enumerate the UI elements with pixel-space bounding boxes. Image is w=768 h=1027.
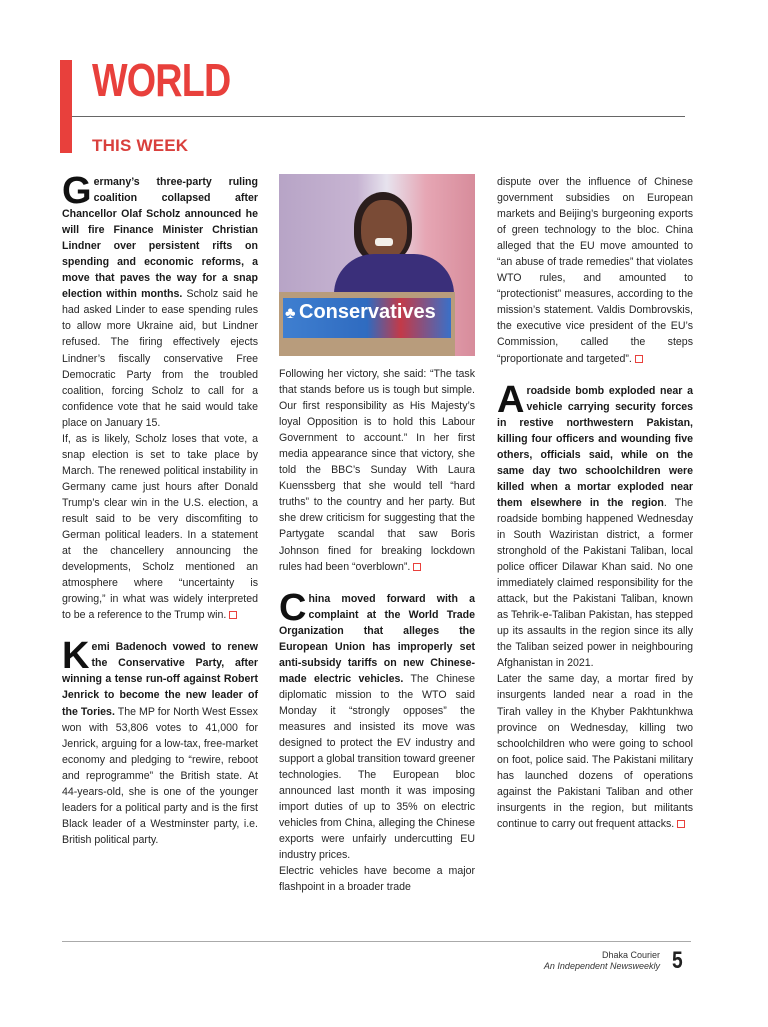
section-accent-bar [60, 60, 72, 153]
conservative-tree-logo-icon: ♣ [285, 305, 296, 322]
column-3 [497, 174, 693, 832]
article-body: Electric vehicles have become a major flashpoint in a broader trade [279, 865, 475, 894]
article-body: Later the same day, a mortar fired by insurgents landed near a road in the Tirah valley in the Khyber Pakhtunkhwa province on Wednesday, killing two schoolchildren who were going to school on foot, police said. The Pakistani military has launched dozens of operations against the Pakistani Taliban and other insurgents in the region, but militants continue to carry out frequent attacks. [497, 673, 693, 830]
dropcap: C [279, 586, 307, 629]
dropcap: A [497, 378, 525, 421]
article-pakistan [497, 378, 694, 832]
article-body: Scholz said he had asked Linder to ease spending rules to allow more Ukraine aid, but Lindner refused. The firing effectively ejects Lindner’s fiscally conservative Free Democratic Party from the troubled coalition, forcing Scholz to call for a confidence vote that he said would take place on January 15. [62, 288, 258, 429]
end-mark-icon [677, 820, 685, 828]
article-body: If, as is likely, Scholz loses that vote, a snap election is set to take place by March. The renewed political instability in Germany came just hours after Donald Trump’s clear win in the U.S. election, a result said to be very discomfiting to German political leaders. In a statement at the chancellery announcing the developments, Scholz mentioned an atmosphere where “uncertainty is growing,” in what was widely interpreted to be a reference to the Trump win. [62, 432, 258, 622]
page-number: 5 [672, 947, 683, 974]
footer-divider [62, 941, 691, 942]
article-lead: roadside bomb exploded near a vehicle carrying security forces in restive northwestern Pakistan, killing four officers and wounding five others, officials said, while on the same day two schoolchildren were killed when a mortar exploded near them elsewhere in the region [497, 384, 693, 509]
dropcap: G [62, 170, 92, 212]
article-body: . The roadside bombing happened Wednesday in South Waziristan district, a former stronghold of the Pakistani Taliban, local police officer Dilawar Khan said. No one immediately claimed responsibility for the attack, but the Pakistani Taliban, known as Tehrik-e-Taliban Pakistan, has stepped up its assaults in the region since its ally the Taliban seized power in neighbouring Afghanistan in 2021. [497, 496, 694, 670]
article-body: Following her victory, she said: “The task that stands before us is tough but simple. Our first responsibility as His Majesty’s loyal Opposition is to hold this Labour Government to account.” In her first media appearance since that victory, she told the BBC’s Sunday With Laura Kuenssberg that she would tell “hard truths” to the country and her party. But she drew criticism for suggesting that the Partygate scandal that saw Boris Johnson fined for breaking lockdown rules had been “overblown”. [279, 368, 475, 573]
publication-name: Dhaka Courier [601, 950, 660, 960]
podium-sign-text: Conservatives [299, 301, 436, 323]
publication-tagline: An Independent Newsweekly [543, 961, 660, 971]
column-1 [62, 170, 258, 848]
end-mark-icon [413, 563, 421, 571]
end-mark-icon [229, 611, 237, 619]
article-lead: hina moved forward with a complaint at the World Trade Organization that alleges the European Union has improperly set anti-subsidy tariffs on new Chinese-made electric vehicles. [279, 592, 475, 685]
article-lead: emi Badenoch vowed to renew the Conservative Party, after winning a tense run-off against Robert Jenrick to become the new leader of the Tories. [62, 641, 258, 718]
article-lead: ermany’s three-party ruling coalition collapsed after Chancellor Olaf Scholz announced he will fire Finance Minister Christian Lindner over persistent rifts on spending and economic reforms, a move that paves the way for a snap election within months. [62, 176, 258, 301]
dropcap: K [62, 635, 90, 678]
section-title: WORLD [92, 54, 231, 106]
column-2 [279, 174, 475, 896]
header-divider [72, 116, 685, 117]
article-body: The MP for North West Essex won with 53,806 votes to 41,000 for Jenrick, arguing for a low-tax, free-market economy and pledging to “rewire, reboot and reprogramme” the British state. At 44-years-old, she is one of the younger leaders for a political party and is the first Black leader of a Westminster party, i.e. British political party. [62, 705, 258, 846]
article-china [279, 586, 475, 896]
article-body: dispute over the influence of Chinese government subsidies on European markets and Beijing’s burgeoning exports of green technology to the bloc. China alleged that the EU move amounted to “an abuse of trade remedies” that violates WTO rules, and amounted to “protectionist” measures, according to the mission’s statement. Valdis Dombrovskis, the executive vice president of the EU’s Commission, called the steps “proportionate and targeted”. [497, 176, 693, 365]
article-body: The Chinese diplomatic mission to the WTO said Monday it “strongly opposes” the measures and insisted its move was designed to protect the EV industry and support a global transition toward greener technologies. The European bloc announced last month it was imposing import duties of up to 35% on electric vehicles from China, alleging the Chinese exports were unfairly undercutting EU industry prices. [279, 672, 475, 862]
section-subtitle: THIS WEEK [92, 136, 189, 155]
footer-masthead [544, 950, 660, 972]
article-germany [62, 170, 258, 623]
kemi-badenoch-photo [279, 174, 475, 356]
article-uk [62, 635, 258, 848]
end-mark-icon [635, 355, 643, 363]
